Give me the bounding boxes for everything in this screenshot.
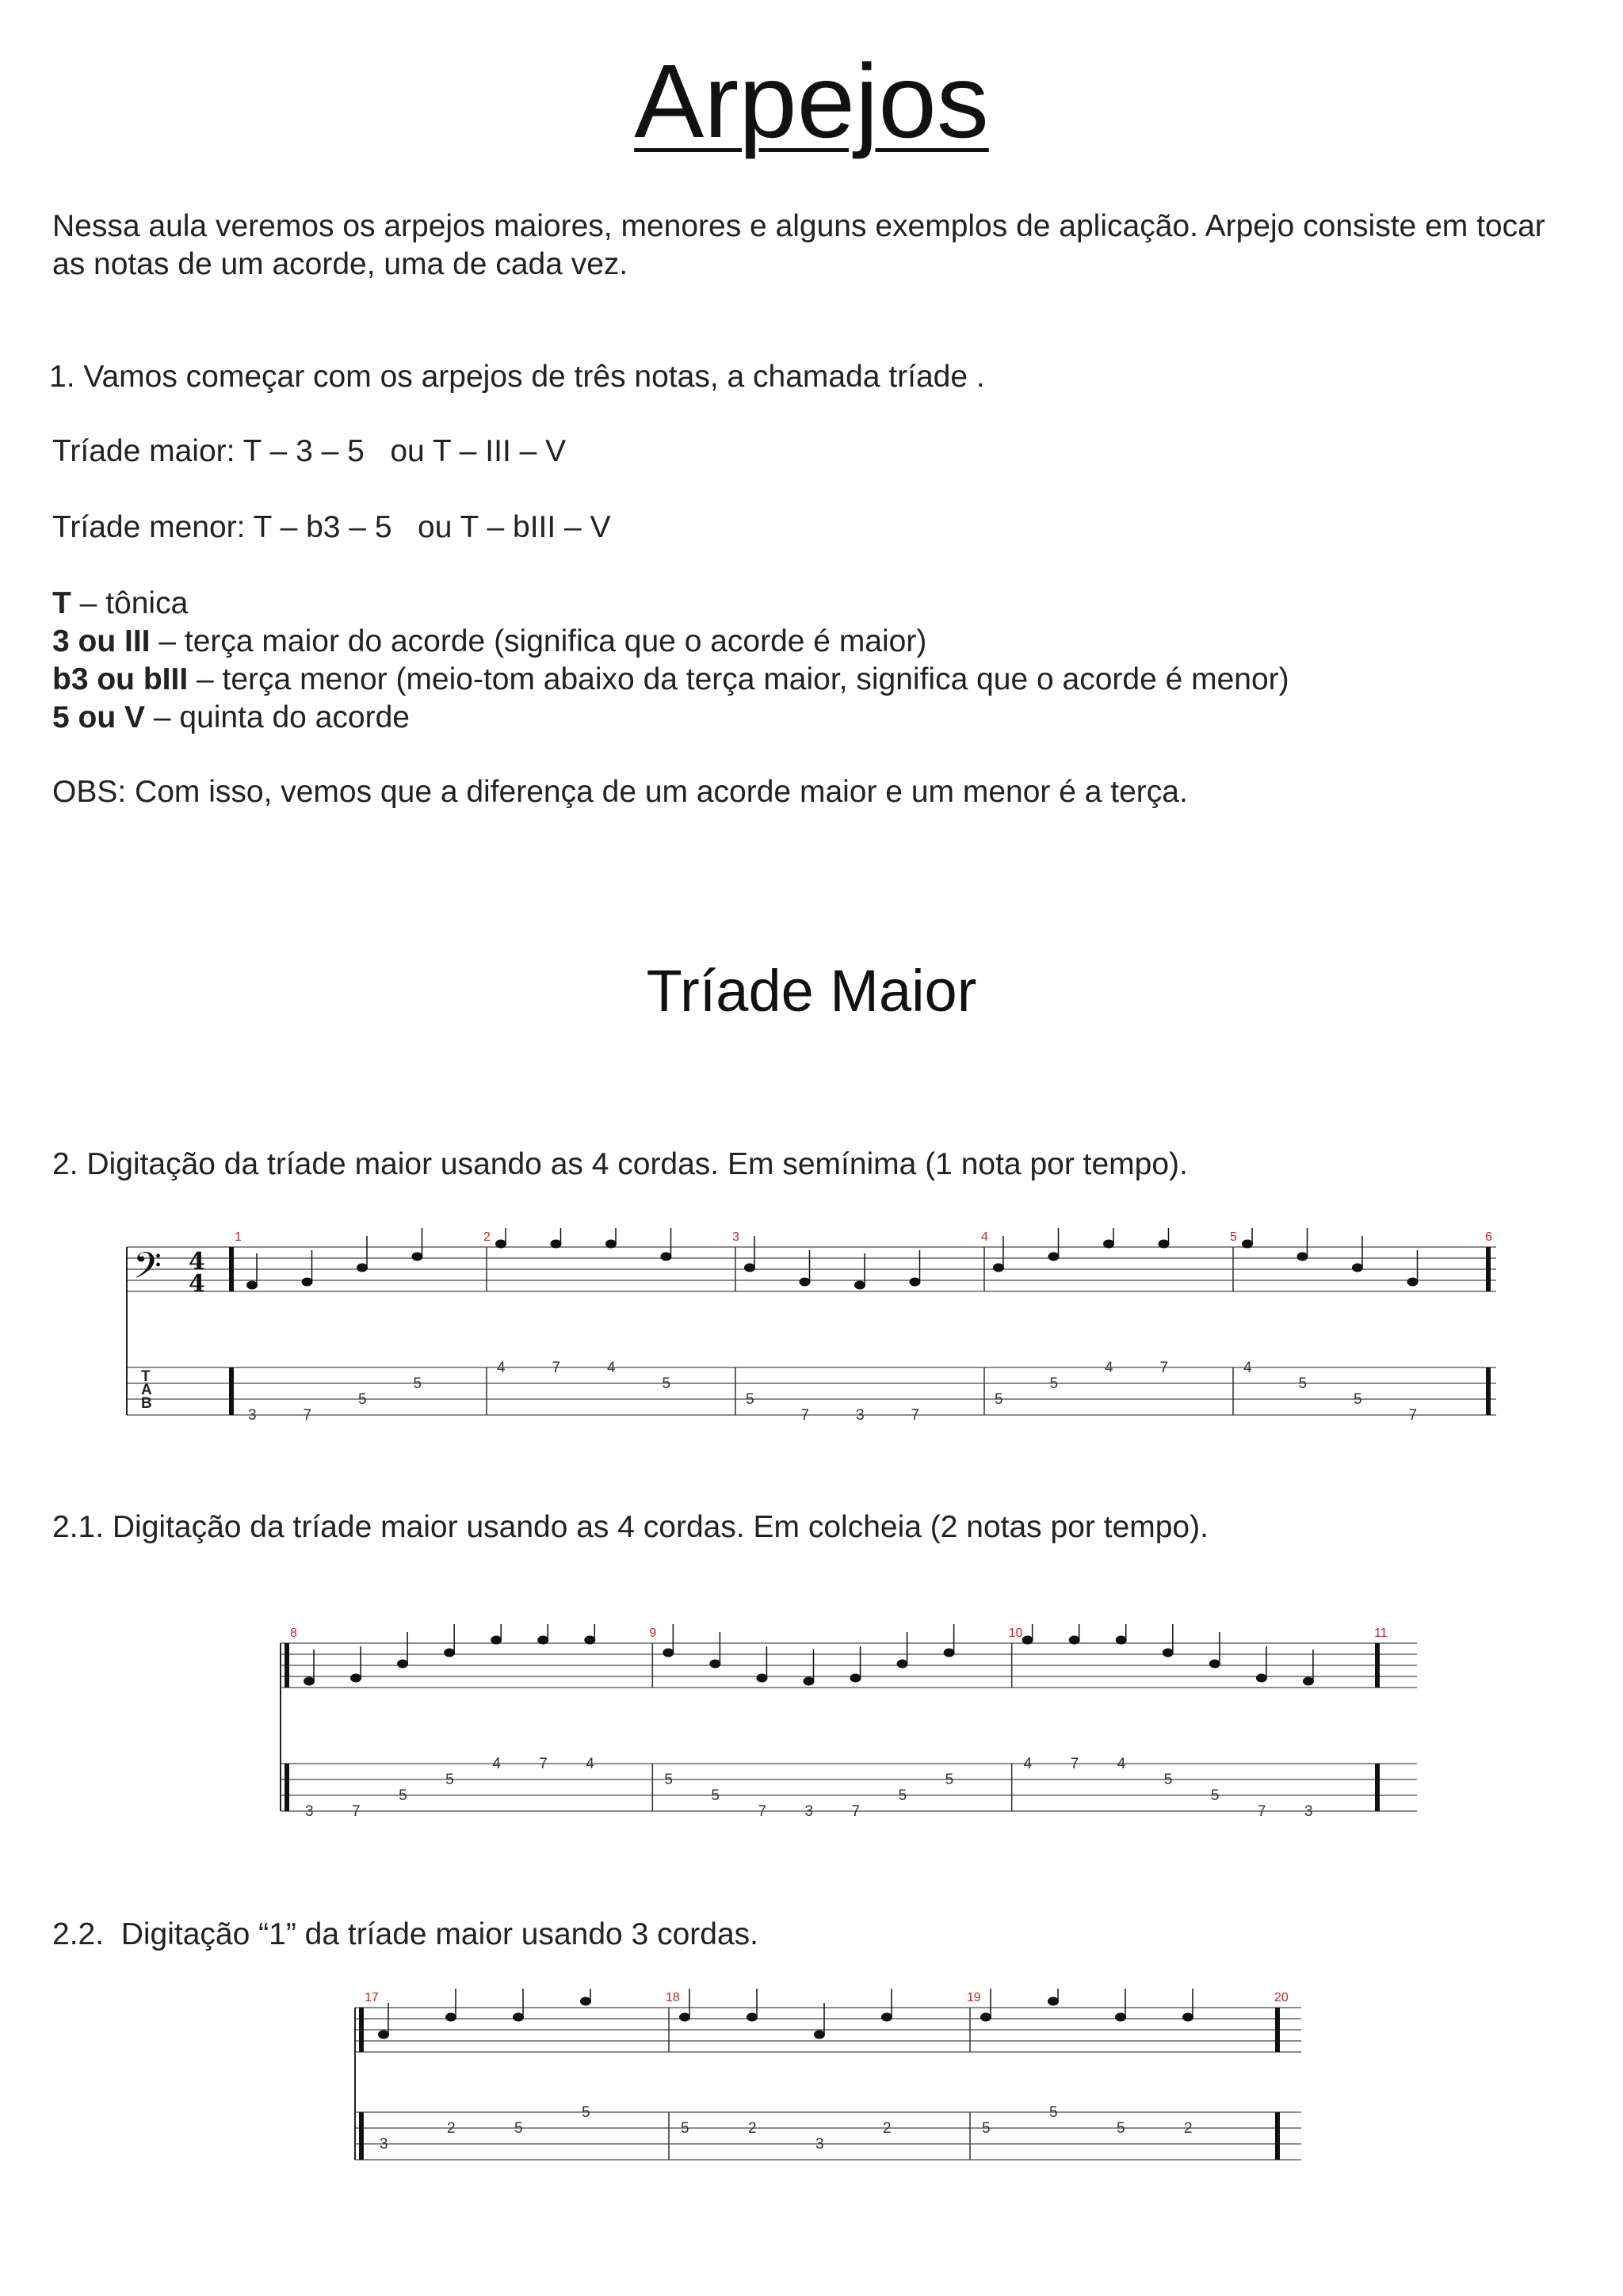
tab-fret-number: 5	[1354, 1391, 1362, 1408]
note-head	[605, 1240, 617, 1249]
tab-staff	[355, 2112, 1301, 2160]
note-head	[551, 1240, 562, 1249]
measure-number: 6	[1485, 1230, 1492, 1244]
measure-number: 4	[981, 1230, 988, 1244]
legend-item-terca-menor: b3 ou bIII – terça menor (meio-tom abaixo da terça maior, significa que o acorde é menor)	[52, 662, 1289, 696]
exercise-1-notation	[119, 1228, 1498, 1434]
tab-fret-number: 4	[586, 1756, 594, 1772]
note-head	[246, 1281, 258, 1290]
note-head	[1116, 1636, 1127, 1645]
tab-fret-number: 5	[1049, 2104, 1058, 2121]
note-head	[980, 2013, 991, 2022]
tab-fret-number: 2	[748, 2120, 757, 2137]
note-head	[1159, 1240, 1170, 1249]
note-head	[304, 1677, 315, 1686]
measure-number: 19	[967, 1991, 981, 2004]
tab-fret-number: 5	[413, 1375, 422, 1392]
tab-fret-number: 7	[911, 1407, 920, 1424]
note-head	[850, 1674, 861, 1683]
tab-fret-number: 5	[445, 1772, 454, 1788]
tab-fret-number: 5	[995, 1391, 1003, 1408]
note-head	[1242, 1240, 1253, 1249]
note-head	[1103, 1240, 1114, 1249]
measure-number: 2	[483, 1230, 491, 1244]
note-head	[302, 1278, 313, 1287]
tab-fret-number: 7	[352, 1803, 361, 1820]
note-head	[854, 1281, 865, 1290]
tab-fret-number: 5	[681, 2120, 689, 2137]
note-head	[709, 1660, 720, 1669]
note-head	[1209, 1660, 1220, 1669]
tab-fret-number: 7	[758, 1803, 767, 1820]
note-head	[814, 2031, 825, 2039]
note-head	[1069, 1636, 1080, 1645]
time-sig-top: 4	[189, 1248, 205, 1276]
tab-staff	[127, 1367, 1496, 1415]
tab-fret-number: 3	[804, 1803, 814, 1820]
note-head	[803, 1677, 814, 1686]
tab-fret-number: 4	[1117, 1756, 1126, 1772]
note-head	[1303, 1677, 1314, 1686]
tab-fret-number: 5	[898, 1787, 907, 1804]
tab-fret-number: 5	[1163, 1772, 1173, 1788]
triade-menor-formula: Tríade menor: T – b3 – 5 ou T – bIII – V	[52, 510, 611, 544]
measure-number: 11	[1374, 1627, 1388, 1640]
tab-fret-number: 7	[851, 1803, 861, 1820]
tab-fret-number: 5	[399, 1787, 407, 1804]
note-head	[495, 1240, 506, 1249]
note-head	[397, 1660, 408, 1669]
note-head	[944, 1649, 955, 1657]
tab-fret-number: 5	[1049, 1375, 1059, 1392]
tab-label-t: T	[141, 1368, 151, 1385]
tab-fret-number: 2	[883, 2120, 892, 2137]
note-head	[897, 1660, 908, 1669]
tab-fret-number: 4	[1105, 1360, 1113, 1376]
note-head	[663, 1649, 674, 1657]
bass-clef-icon: 𝄢	[133, 1245, 162, 1296]
note-head	[1163, 1649, 1174, 1657]
tab-fret-number: 5	[1298, 1375, 1308, 1392]
tab-fret-number: 7	[1070, 1756, 1079, 1772]
note-head	[1115, 2013, 1126, 2022]
legend-item-tonica: T – tônica	[52, 586, 189, 620]
exercise-3-notation	[352, 1989, 1303, 2187]
tab-fret-number: 5	[746, 1391, 754, 1408]
tab-fret-number: 4	[497, 1360, 506, 1376]
tab-label-a: A	[141, 1382, 152, 1398]
standard-staff	[355, 2008, 1301, 2052]
standard-staff	[127, 1247, 1496, 1291]
tab-label-b: B	[141, 1395, 152, 1412]
note-head	[445, 2013, 456, 2022]
section-2-heading: 2. Digitação da tríade maior usando as 4 cordas. Em semínima (1 nota por tempo).	[52, 1147, 1188, 1181]
note-head	[350, 1674, 361, 1683]
note-head	[491, 1636, 502, 1645]
note-head	[1352, 1264, 1363, 1272]
tab-fret-number: 3	[815, 2136, 824, 2153]
section-2-1-heading: 2.1. Digitação da tríade maior usando as 4 cordas. Em colcheia (2 notas por tempo).	[52, 1510, 1209, 1544]
tab-fret-number: 4	[1023, 1756, 1033, 1772]
note-head	[661, 1253, 672, 1261]
degree-legend	[52, 585, 1598, 737]
note-head	[378, 2031, 389, 2039]
note-head	[747, 2013, 758, 2022]
tab-fret-number: 5	[711, 1787, 720, 1804]
tab-fret-number: 5	[662, 1375, 671, 1392]
tab-fret-number: 3	[305, 1803, 314, 1820]
measure-number: 5	[1230, 1230, 1237, 1244]
measure-number: 9	[649, 1627, 657, 1640]
tab-fret-number: 5	[945, 1772, 954, 1788]
section-heading: Tríade Maior	[646, 958, 977, 1024]
tab-fret-number: 4	[607, 1360, 616, 1376]
note-head	[881, 2013, 892, 2022]
tab-fret-number: 3	[1304, 1803, 1313, 1820]
time-sig-bottom: 4	[189, 1270, 205, 1298]
note-head	[1256, 1674, 1267, 1683]
measure-number: 1	[235, 1230, 242, 1244]
note-head	[993, 1264, 1004, 1272]
tab-fret-number: 7	[1257, 1803, 1266, 1820]
note-head	[756, 1674, 767, 1683]
tab-fret-number: 7	[1408, 1407, 1418, 1424]
tab-fret-number: 2	[447, 2120, 456, 2137]
note-head	[357, 1264, 368, 1272]
tab-fret-number: 7	[303, 1407, 312, 1424]
measure-number: 3	[732, 1230, 739, 1244]
measure-number: 8	[290, 1627, 297, 1640]
page-title: Arpejos	[634, 43, 989, 159]
section-2-2-heading: 2.2. Digitação “1” da tríade maior usando 3 cordas.	[52, 1917, 758, 1951]
tab-fret-number: 5	[1117, 2120, 1125, 2137]
note-head	[1048, 1253, 1060, 1261]
item-1-text: 1. Vamos começar com os arpejos de três notas, a chamada tríade .	[49, 360, 985, 394]
note-head	[1407, 1278, 1419, 1287]
intro-paragraph: Nessa aula veremos os arpejos maiores, menores e alguns exemplos de aplicação. Arpejo consiste em tocar as notas de um acorde, uma de cada vez.	[52, 209, 1545, 281]
tab-fret-number: 5	[982, 2120, 991, 2137]
note-head	[444, 1649, 455, 1657]
note-head	[1182, 2013, 1193, 2022]
tab-fret-number: 2	[1184, 2120, 1193, 2137]
note-head	[1022, 1636, 1033, 1645]
tab-fret-number: 5	[1210, 1787, 1220, 1804]
note-head	[513, 2013, 524, 2022]
tab-fret-number: 7	[800, 1407, 810, 1424]
triade-maior-formula: Tríade maior: T – 3 – 5 ou T – III – V	[52, 434, 567, 468]
tab-fret-number: 3	[248, 1407, 257, 1424]
tab-fret-number: 7	[552, 1360, 561, 1376]
note-head	[537, 1636, 548, 1645]
tab-fret-number: 5	[664, 1772, 673, 1788]
measure-number: 10	[1008, 1627, 1023, 1640]
note-head	[744, 1264, 755, 1272]
note-head	[910, 1278, 921, 1287]
note-head	[584, 1636, 595, 1645]
tab-fret-number: 3	[856, 1407, 865, 1424]
tab-fret-number: 7	[539, 1756, 548, 1772]
obs-note: OBS: Com isso, vemos que a diferença de um acorde maior e um menor é a terça.	[52, 775, 1188, 809]
note-head	[580, 1997, 591, 2006]
note-head	[800, 1278, 811, 1287]
measure-number: 18	[666, 1991, 680, 2004]
note-head	[412, 1253, 423, 1261]
tab-fret-number: 4	[492, 1756, 501, 1772]
tab-fret-number: 4	[1243, 1360, 1252, 1376]
tab-fret-number: 5	[358, 1391, 367, 1408]
tab-fret-number: 5	[582, 2104, 590, 2121]
note-head	[1297, 1253, 1308, 1261]
tab-fret-number: 7	[1159, 1360, 1169, 1376]
measure-number: 20	[1274, 1991, 1289, 2004]
measure-number: 17	[365, 1991, 379, 2004]
exercise-2-notation	[277, 1624, 1419, 1830]
tab-fret-number: 3	[380, 2136, 388, 2153]
note-head	[679, 2013, 690, 2022]
note-head	[1048, 1997, 1059, 2006]
legend-item-quinta: 5 ou V – quinta do acorde	[52, 700, 410, 734]
legend-item-terca-maior: 3 ou III – terça maior do acorde (significa que o acorde é maior)	[52, 624, 927, 658]
tab-fret-number: 5	[514, 2120, 523, 2137]
